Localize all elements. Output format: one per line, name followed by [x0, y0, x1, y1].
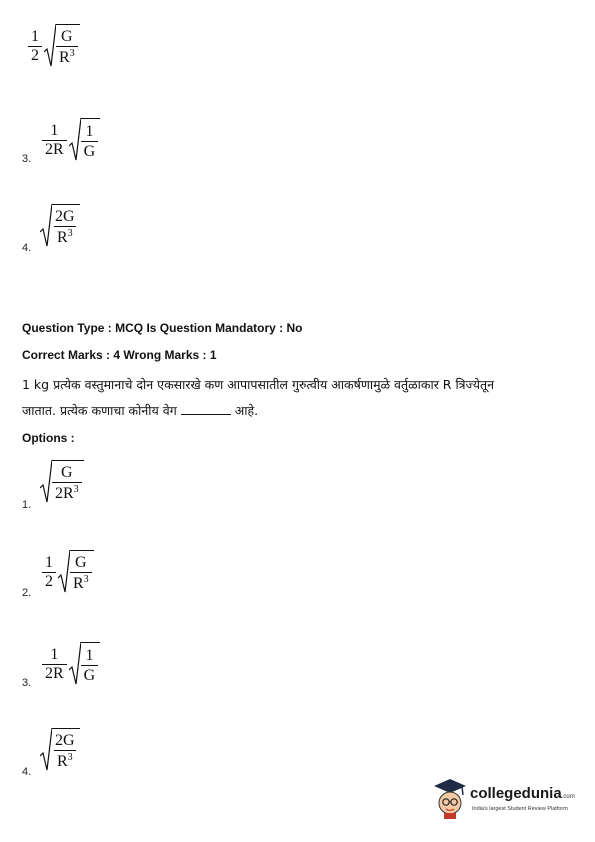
option-3-number: 3. [22, 677, 32, 689]
radical-sign-icon [69, 642, 81, 686]
top-option-4-number: 4. [22, 242, 32, 254]
square-root: $\frac{G}{R^3}$ [44, 24, 80, 68]
option-1-formula: $\frac{G}{2R^3}$ [40, 460, 84, 504]
radical-sign-icon [58, 550, 70, 594]
radical-sign-icon [69, 118, 81, 162]
coefficient-fraction: $\frac{1}{2}$ [28, 29, 42, 64]
collegedunia-logo [432, 775, 582, 825]
option-4-formula: $\frac{2G}{R^3}$ [40, 728, 80, 772]
option-2-number: 2. [22, 587, 32, 599]
option-4-number: 4. [22, 766, 32, 778]
top-option-4-formula: $\frac{2G}{R^3}$ [40, 204, 80, 248]
marks-line: Correct Marks : 4 Wrong Marks : 1 [22, 348, 217, 362]
options-label: Options : [22, 431, 75, 445]
option-3-formula: $\frac{1}{2R}$ $\frac{1}{G}$ [42, 642, 100, 686]
question-text-line-2: जातात. प्रत्येक कणाचा कोनीय वेग आहे. [22, 403, 259, 418]
radical-sign-icon [44, 24, 56, 68]
logo-wordmark: collegedunia [470, 785, 562, 802]
top-option-3-formula: $\frac{1}{2R}$ $\frac{1}{G}$ [42, 118, 100, 162]
top-option-3-number: 3. [22, 153, 32, 165]
logo-tagline: India's largest Student Review Platform [472, 806, 568, 812]
logo-domain-suffix: .com [561, 794, 575, 800]
option-1-number: 1. [22, 499, 32, 511]
top-option-2-formula [28, 24, 80, 68]
radical-sign-icon [40, 460, 52, 504]
answer-blank [181, 414, 231, 415]
student-mascot-icon [432, 777, 468, 819]
radical-sign-icon [40, 728, 52, 772]
option-2-formula: $\frac{1}{2}$ $\frac{G}{R^3}$ [42, 550, 94, 594]
radical-sign-icon [40, 204, 52, 248]
question-type-line: Question Type : MCQ Is Question Mandatory : No [22, 321, 303, 335]
question-text-line-1: 1 kg प्रत्येक वस्तुमानाचे दोन एकसारखे कण आपापसातील गुरुत्वीय आकर्षणामुळे वर्तुळाकार R त्रिज्येतून [22, 377, 495, 392]
